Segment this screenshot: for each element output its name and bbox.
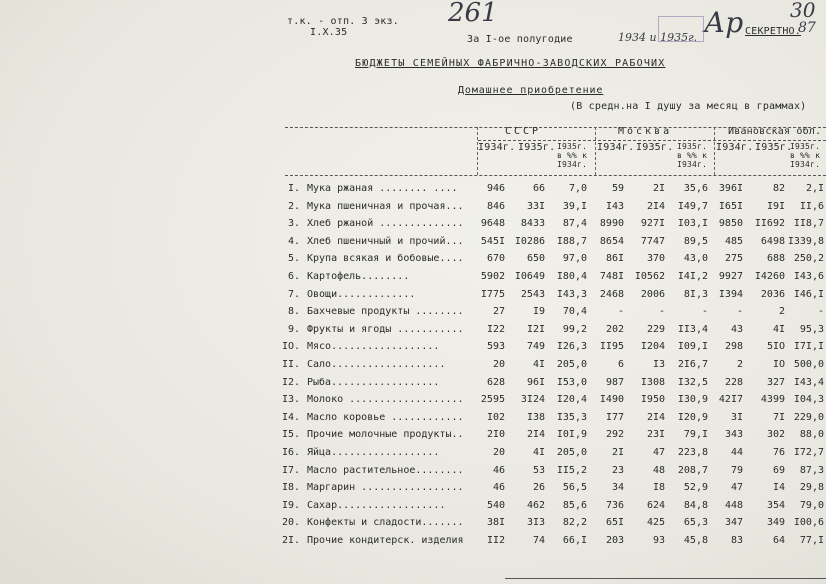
table-cell: I35,3 <box>556 411 587 423</box>
table-cell: 8990 <box>599 218 624 230</box>
row-number: I. <box>287 183 300 194</box>
table-cell: 302 <box>766 429 785 441</box>
table-cell: 93 <box>652 535 665 546</box>
table-cell: I88,7 <box>556 235 587 247</box>
table-cell: 88,0 <box>799 429 824 441</box>
table-cell: 33I <box>526 200 545 212</box>
col-divider <box>595 127 596 175</box>
table-cell: I72,7 <box>793 447 824 458</box>
row-number: I2. <box>281 376 300 388</box>
table-cell: 540 <box>486 499 505 511</box>
table-cell: 2 <box>736 359 743 370</box>
table-cell: 624 <box>646 499 665 511</box>
table-cell: 29,8 <box>799 482 824 494</box>
table-cell: I38 <box>526 411 545 423</box>
table-cell: 79,I <box>683 429 708 441</box>
table-cell: I53,0 <box>556 376 587 388</box>
row-number: I7. <box>281 464 300 476</box>
table-cell: 65,3 <box>683 517 708 529</box>
table-cell: 205,0 <box>556 447 587 458</box>
table-cell: 4I <box>772 323 785 335</box>
table-cell: 987 <box>605 376 624 388</box>
table-cell: 2543 <box>520 288 545 300</box>
table-row <box>0 447 826 464</box>
col-ussr-1935: I935г. <box>518 142 556 153</box>
table-cell: 66 <box>532 183 545 194</box>
table-cell: 27 <box>492 306 505 318</box>
table-cell: I32,5 <box>677 376 708 388</box>
table-cell: I26,3 <box>556 341 587 353</box>
table-cell: 82 <box>772 183 785 194</box>
table-cell: 298 <box>724 341 743 353</box>
table-cell: 56,5 <box>562 482 587 494</box>
table-row <box>0 253 826 270</box>
table-cell: I49,7 <box>677 200 708 212</box>
table-cell: II2 <box>486 535 505 546</box>
row-label: Мясо.................. <box>307 341 440 353</box>
table-cell: 34 <box>611 482 624 494</box>
table-cell: 45,8 <box>683 535 708 546</box>
table-cell: I9 <box>532 306 545 318</box>
table-cell: I77 <box>605 411 624 423</box>
table-cell: 8433 <box>520 218 545 230</box>
table-row <box>0 465 826 482</box>
table-row <box>0 482 826 499</box>
table-cell: 946 <box>486 183 505 194</box>
table-cell: 347 <box>724 517 743 529</box>
table-cell: 846 <box>486 200 505 212</box>
table-cell: II3,4 <box>677 323 708 335</box>
table-cell: I20,9 <box>677 411 708 423</box>
table-cell: 23 <box>611 464 624 476</box>
table-cell: 26 <box>532 482 545 494</box>
table-cell: - <box>617 306 624 318</box>
table-cell: I0649 <box>514 271 545 282</box>
row-label: Масло коровье ............ <box>307 411 464 423</box>
table-cell: 202 <box>605 323 624 335</box>
table-cell: I204 <box>640 341 665 353</box>
row-number: 5. <box>287 253 300 265</box>
table-cell: 3I3 <box>526 517 545 529</box>
col-moscow-pct: I935г. в %% к I934г. <box>677 142 708 169</box>
row-number: 9. <box>287 323 300 335</box>
row-label: Масло растительное........ <box>307 464 464 476</box>
table-row <box>0 429 826 446</box>
row-label: Овощи............. <box>307 288 416 300</box>
table-cell: 8I,3 <box>683 288 708 300</box>
table-cell: 2I <box>652 183 665 194</box>
table-cell: IO <box>772 359 785 370</box>
table-cell: 349 <box>766 517 785 529</box>
table-cell: 275 <box>724 253 743 265</box>
table-cell: I4260 <box>754 271 785 282</box>
col-moscow-1935: I935г. <box>636 142 674 153</box>
table-cell: I4I,2 <box>677 271 708 282</box>
table-row <box>0 535 826 552</box>
table-cell: 9850 <box>718 218 743 230</box>
row-label: Хлеб пшеничный и прочий... <box>307 235 464 247</box>
row-label: Мука ржаная ........ .... <box>307 183 458 194</box>
period-handwritten: 1934 и 1935г. <box>618 31 698 44</box>
table-cell: 2I0 <box>486 429 505 441</box>
table-cell: I308 <box>640 376 665 388</box>
row-label: Молоко ................... <box>307 394 464 406</box>
table-cell: 292 <box>605 429 624 441</box>
table-row <box>0 236 826 253</box>
col-ivanovo-1934: I934г. <box>716 142 754 153</box>
table-cell: 7,0 <box>568 183 587 194</box>
table-cell: 670 <box>486 253 505 265</box>
table-cell: I09,I <box>677 341 708 353</box>
row-label: Сало................... <box>307 359 446 370</box>
group-rule <box>478 140 826 141</box>
row-number: 6. <box>287 271 300 282</box>
table-cell: 343 <box>724 429 743 441</box>
row-label: Фрукты и ягоды ........... <box>307 323 464 335</box>
table-cell: 485 <box>724 235 743 247</box>
table-cell: 86I <box>605 253 624 265</box>
row-label: Сахар.................. <box>307 499 446 511</box>
table-cell: 87,4 <box>562 218 587 230</box>
table-cell: 223,8 <box>677 447 708 458</box>
table-cell: I03,I <box>677 218 708 230</box>
row-number: I3. <box>281 394 300 406</box>
table-cell: 95,3 <box>799 323 824 335</box>
table-cell: - <box>817 306 824 318</box>
table-row <box>0 341 826 358</box>
table-cell: 748I <box>599 271 624 282</box>
table-cell: 39,I <box>562 200 587 212</box>
table-cell: 77,I <box>799 535 824 546</box>
table-cell: - <box>701 306 708 318</box>
col-divider <box>477 127 478 175</box>
table-cell: 38I <box>486 517 505 529</box>
group-header-moscow: Москва <box>618 126 673 137</box>
table-cell: I490 <box>599 394 624 406</box>
table-cell: 208,7 <box>677 464 708 476</box>
table-cell: 4I <box>532 359 545 370</box>
table-cell: II95 <box>599 341 624 353</box>
table-cell: 2I4 <box>646 411 665 423</box>
row-label: Мука пшеничная и прочая... <box>307 200 464 212</box>
table-row <box>0 517 826 534</box>
table-cell: II692 <box>754 218 785 230</box>
table-cell: 47 <box>652 447 665 458</box>
secrecy-label: СЕКРЕТНО. <box>745 26 801 37</box>
table-cell: 43 <box>730 323 743 335</box>
table-cell: 396I <box>718 183 743 194</box>
table-cell: 6 <box>617 359 624 370</box>
table-cell: 2I4 <box>526 429 545 441</box>
table-row <box>0 412 826 429</box>
table-row <box>0 183 826 200</box>
table-cell: 23I <box>646 429 665 441</box>
table-cell: 76 <box>772 447 785 458</box>
row-number: I5. <box>281 429 300 441</box>
table-cell: II8,7 <box>793 218 824 230</box>
table-row <box>0 306 826 323</box>
handwritten-page-bottom: 87 <box>798 20 816 36</box>
table-cell: 59 <box>611 183 624 194</box>
table-cell: I4 <box>772 482 785 494</box>
table-cell: 6498 <box>760 235 785 247</box>
table-cell: 448 <box>724 499 743 511</box>
table-cell: I20,4 <box>556 394 587 406</box>
handwritten-page-top: 30 <box>790 0 816 22</box>
table-cell: 229,0 <box>793 411 824 423</box>
table-cell: 3I <box>730 411 743 423</box>
table-cell: 46 <box>492 464 505 476</box>
table-row <box>0 500 826 517</box>
header-bottom-rule <box>285 175 826 176</box>
table-cell: I00,6 <box>793 517 824 529</box>
table-cell: 749 <box>526 341 545 353</box>
row-label: Прочие кондитерск. изделия <box>307 535 464 546</box>
table-cell: 545I <box>480 235 505 247</box>
table-cell: 4I <box>532 447 545 458</box>
col-moscow-1934: I934г. <box>597 142 635 153</box>
table-cell: 35,6 <box>683 183 708 194</box>
row-number: I6. <box>281 447 300 458</box>
table-cell: 70,4 <box>562 306 587 318</box>
table-cell: 42I7 <box>718 394 743 406</box>
units-note: (В средн.на I душу за месяц в граммах) <box>570 101 807 112</box>
table-cell: 83 <box>730 535 743 546</box>
table-cell: 2595 <box>480 394 505 406</box>
table-cell: I43,4 <box>793 376 824 388</box>
table-row <box>0 218 826 235</box>
table-cell: 3I24 <box>520 394 545 406</box>
table-cell: 52,9 <box>683 482 708 494</box>
col-ussr-pct: I935г. в %% к I934г. <box>557 142 588 169</box>
handwritten-mark: Ар <box>704 6 744 39</box>
table-cell: I22 <box>486 323 505 335</box>
group-header-ivanovo: Ивановская обл. <box>728 126 822 137</box>
table-cell: I7I,I <box>793 341 824 353</box>
table-cell: 48 <box>652 464 665 476</box>
table-cell: 79,0 <box>799 499 824 511</box>
handwritten-number: 261 <box>448 0 498 28</box>
archive-ref-line1: т.к. - отп. 3 экз. <box>287 16 399 27</box>
table-cell: I339,8 <box>787 235 824 247</box>
table-cell: I30,9 <box>677 394 708 406</box>
table-cell: 7I <box>772 411 785 423</box>
table-cell: I9I <box>766 200 785 212</box>
table-cell: 628 <box>486 376 505 388</box>
table-cell: 47 <box>730 482 743 494</box>
document-title: БЮДЖЕТЫ СЕМЕЙНЫХ ФАБРИЧНО-ЗАВОДСКИХ РАБОЧИХ <box>355 58 666 69</box>
group-header-ussr: СССР <box>505 126 542 137</box>
table-cell: 20 <box>492 447 505 458</box>
table-cell: 2036 <box>760 288 785 300</box>
table-cell: - <box>736 306 743 318</box>
row-number: I8. <box>281 482 300 494</box>
table-cell: 228 <box>724 376 743 388</box>
table-cell: 89,5 <box>683 235 708 247</box>
table-cell: 203 <box>605 535 624 546</box>
table-cell: I80,4 <box>556 271 587 282</box>
period-label: За I-ое полугодие <box>467 34 573 45</box>
table-cell: 87,3 <box>799 464 824 476</box>
table-cell: II5,2 <box>556 464 587 476</box>
row-number: 3. <box>287 218 300 230</box>
table-cell: 79 <box>730 464 743 476</box>
table-cell: 64 <box>772 535 785 546</box>
table-cell: I43,3 <box>556 288 587 300</box>
table-cell: 65I <box>605 517 624 529</box>
col-ivanovo-pct: I935г. в %% к I934г. <box>790 142 821 169</box>
table-cell: 84,8 <box>683 499 708 511</box>
table-cell: 20 <box>492 359 505 370</box>
table-cell: 97,0 <box>562 253 587 265</box>
col-ivanovo-1935: I935г. <box>755 142 793 153</box>
col-ussr-1934: I934г. <box>478 142 516 153</box>
table-cell: I04,3 <box>793 394 824 406</box>
table-cell: 593 <box>486 341 505 353</box>
row-number: 2I. <box>281 535 300 546</box>
table-cell: 2I6,7 <box>677 359 708 370</box>
table-cell: 99,2 <box>562 323 587 335</box>
row-number: 20. <box>281 517 300 529</box>
table-cell: 82,2 <box>562 517 587 529</box>
table-cell: 4399 <box>760 394 785 406</box>
table-cell: I950 <box>640 394 665 406</box>
table-cell: 46 <box>492 482 505 494</box>
row-label: Конфекты и сладости....... <box>307 517 464 529</box>
table-cell: 229 <box>646 323 665 335</box>
table-cell: 205,0 <box>556 359 587 370</box>
table-row <box>0 377 826 394</box>
table-cell: 462 <box>526 499 545 511</box>
table-cell: I8 <box>652 482 665 494</box>
table-cell: 2006 <box>640 288 665 300</box>
table-cell: 250,2 <box>793 253 824 265</box>
table-cell: 425 <box>646 517 665 529</box>
row-label: Рыба.................. <box>307 376 440 388</box>
table-cell: 69 <box>772 464 785 476</box>
archive-ref-line2: I.X.35 <box>310 27 348 38</box>
row-label: Прочие молочные продукты.. <box>307 429 464 441</box>
table-cell: 354 <box>766 499 785 511</box>
row-number: 4. <box>287 235 300 247</box>
table-row <box>0 359 826 376</box>
table-cell: 2I4 <box>646 200 665 212</box>
table-cell: I0286 <box>514 235 545 247</box>
table-cell: 688 <box>766 253 785 265</box>
table-cell: 7747 <box>640 235 665 247</box>
row-label: Бахчевые продукты ........ <box>307 306 464 318</box>
row-number: II. <box>281 359 300 370</box>
row-number: 8. <box>287 306 300 318</box>
table-row <box>0 271 826 288</box>
table-cell: 44 <box>730 447 743 458</box>
table-cell: 927I <box>640 218 665 230</box>
table-row <box>0 201 826 218</box>
table-cell: 327 <box>766 376 785 388</box>
table-row <box>0 394 826 411</box>
table-cell: 8654 <box>599 235 624 247</box>
table-cell: 500,0 <box>793 359 824 370</box>
table-cell: 5902 <box>480 271 505 282</box>
table-row <box>0 324 826 341</box>
table-cell: 9927 <box>718 271 743 282</box>
row-number: I4. <box>281 411 300 423</box>
table-cell: 9648 <box>480 218 505 230</box>
table-cell: I775 <box>480 288 505 300</box>
row-label: Картофель........ <box>307 271 410 282</box>
table-cell: 2I <box>611 447 624 458</box>
document-subtitle: Домашнее приобретение <box>458 85 604 96</box>
table-cell: I394 <box>718 288 743 300</box>
table-cell: I65I <box>718 200 743 212</box>
row-number: I9. <box>281 499 300 511</box>
table-cell: I0I,9 <box>556 429 587 441</box>
bottom-rule <box>505 578 826 579</box>
row-label: Маргарин ................. <box>307 482 464 494</box>
table-cell: 2,I <box>805 183 824 194</box>
table-cell: I2I <box>526 323 545 335</box>
table-cell: 43,0 <box>683 253 708 265</box>
row-number: IO. <box>281 341 300 353</box>
row-number: 2. <box>287 200 300 212</box>
row-label: Крупа всякая и бобовые.... <box>307 253 464 265</box>
table-cell: 74 <box>532 535 545 546</box>
table-cell: I43,6 <box>793 271 824 282</box>
table-cell: I46,I <box>793 288 824 300</box>
table-cell: 2 <box>778 306 785 318</box>
table-cell: 66,I <box>562 535 587 546</box>
row-label: Яйца.................. <box>307 447 440 458</box>
table-cell: I0562 <box>634 271 665 282</box>
table-cell: 736 <box>605 499 624 511</box>
table-cell: 650 <box>526 253 545 265</box>
table-cell: I02 <box>486 411 505 423</box>
row-label: Хлеб ржаной .............. <box>307 218 464 230</box>
table-cell: I3 <box>652 359 665 370</box>
table-cell: II,6 <box>799 200 824 212</box>
row-number: 7. <box>287 288 300 300</box>
table-cell: - <box>658 306 665 318</box>
table-cell: I43 <box>605 200 624 212</box>
table-cell: 53 <box>532 464 545 476</box>
table-cell: 2468 <box>599 288 624 300</box>
table-cell: 370 <box>646 253 665 265</box>
table-row <box>0 289 826 306</box>
table-cell: 5IO <box>766 341 785 353</box>
table-cell: 85,6 <box>562 499 587 511</box>
col-divider <box>714 127 715 175</box>
table-cell: 96I <box>526 376 545 388</box>
